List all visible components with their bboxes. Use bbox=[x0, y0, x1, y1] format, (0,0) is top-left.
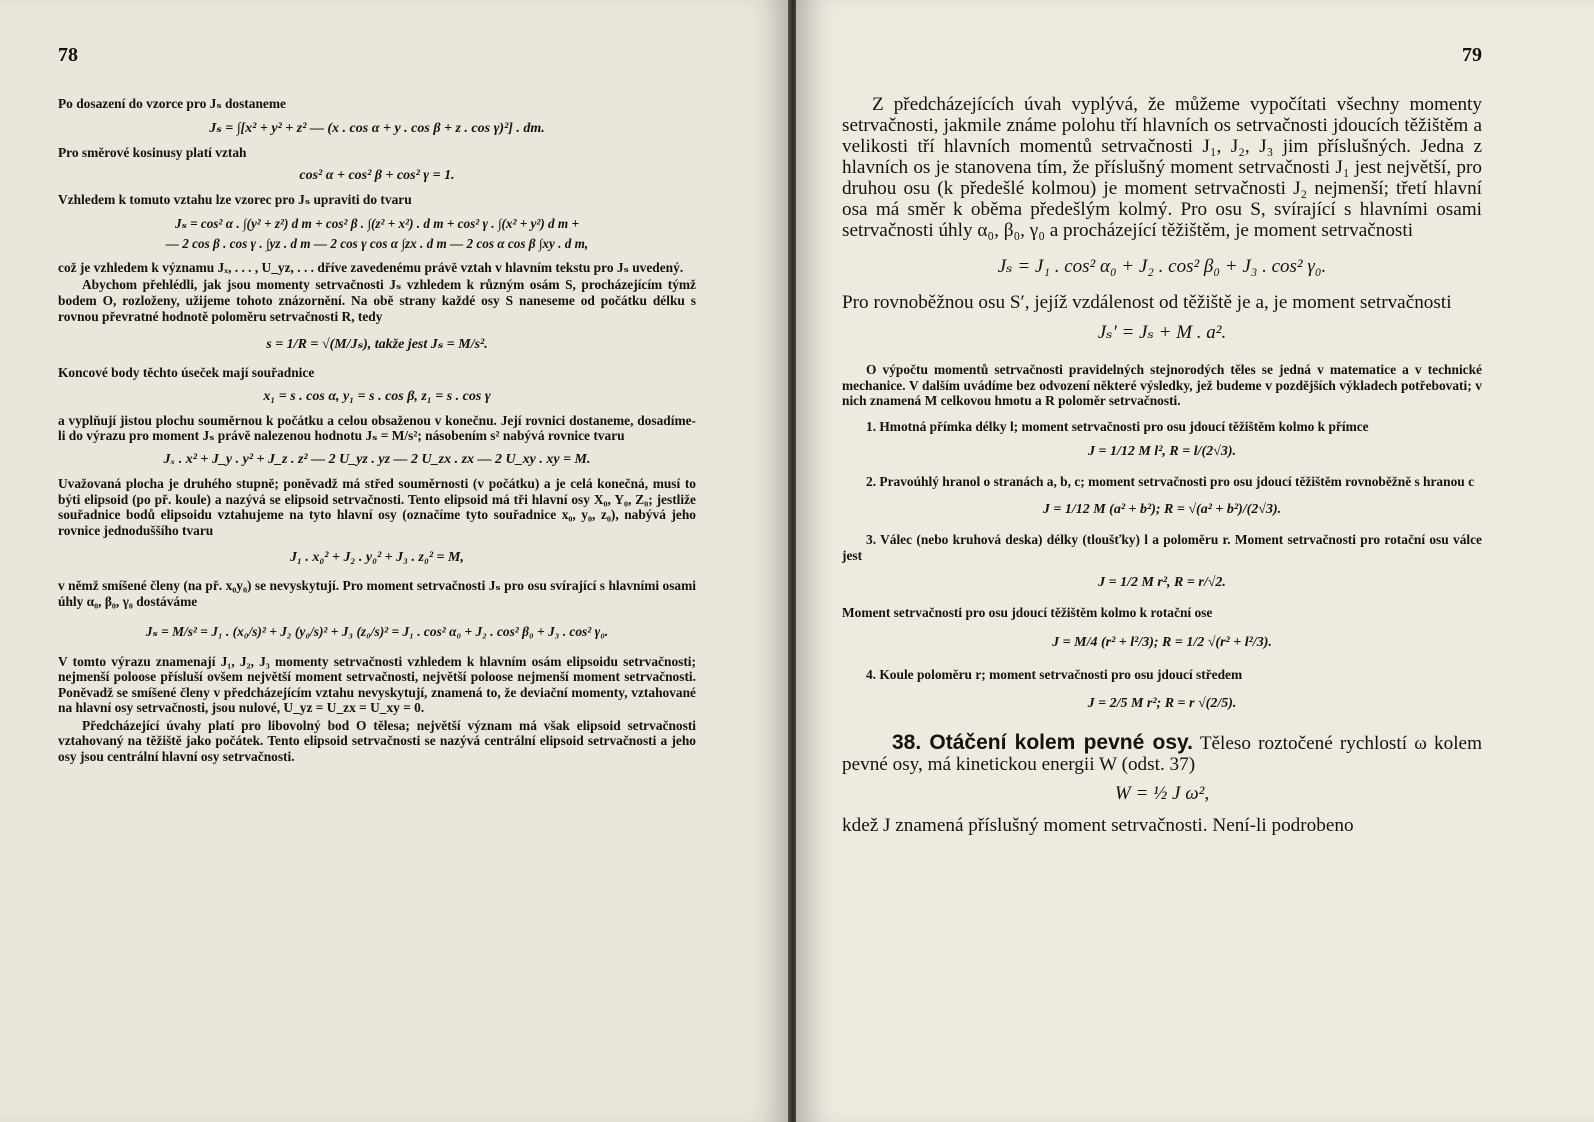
paragraph: V tomto výrazu znamenají J₁, J₂, J₃ momenty setrvačnosti vzhledem k hlavním osám elipsoidu setrvačnosti; nejmenší poloose přísluší ovšem největší moment setrvačnosti, největší poloose nejmenší moment setrvačnosti. Poněvadž se smíšené členy v předcházejícím vztahu nevyskytují, znamená to, že deviační momenty, vztahované na hlavní osy setrvačnosti, jsou nulové, U_yz = U_zx = U_xy = 0. bbox=[58, 653, 696, 716]
formula: J = M/4 (r² + l²/3); R = 1/2 √(r² + l²/3). bbox=[1052, 634, 1272, 650]
formula: W = ½ J ω², bbox=[1114, 783, 1210, 805]
formula: cos² α + cos² β + cos² γ = 1. bbox=[299, 168, 455, 184]
formula: J = 1/12 M (a² + b²); R = √(a² + b²)/(2√3). bbox=[1042, 501, 1282, 517]
paragraph: Pro směrové kosinusy platí vztah bbox=[58, 144, 247, 160]
formula: Jₛ = ∫[x² + y² + z² — (x . cos α + y . cos β + z . cos γ)²] . dm. bbox=[209, 120, 545, 136]
page-number: 78 bbox=[58, 44, 78, 66]
paragraph: 1. Hmotná přímka délky l; moment setrvačnosti pro osu jdoucí těžištěm kolmo k přímce bbox=[866, 418, 1369, 434]
paragraph: Pro rovnoběžnou osu S′, jejíž vzdálenost od těžiště je a, je moment setrvačnosti bbox=[842, 292, 1452, 313]
formula: J = 2/5 M r²; R = r √(2/5). bbox=[1087, 696, 1237, 712]
paragraph-text: Těleso roztočené rychlostí ω kolem pevné osy, má kinetickou energii W (odst. 37) bbox=[842, 733, 1483, 776]
paragraph: 2. Pravoúhlý hranol o stranách a, b, c; moment setrvačnosti pro osu jdoucí těžištěm rovnoběžně s hranou c bbox=[866, 474, 1475, 490]
paragraph: což je vzhledem k významu Jₓ, . . . , U_yz, . . . dříve zavedenému právě vztah v hlavním tekstu pro Jₛ uvedený. bbox=[58, 259, 684, 275]
formula: Jₛ = M/s² = J₁ . (x₀/s)² + J₂ (y₀/s)² + J₃ (z₀/s)² = J₁ . cos² α₀ + J₂ . cos² β₀ + J₃ . cos² γ₀. bbox=[145, 623, 609, 639]
paragraph: O výpočtu momentů setrvačnosti pravidelných stejnorodých těles se jedná v matematice a v technické mechanice. V dalším uvádíme bez odvození některé výsledky, jež budeme v pozdějších výkladech potřebovati; v nich znamená M celkovou hmotu a R poloměr setrvačnosti. bbox=[842, 362, 1482, 409]
paragraph bbox=[842, 732, 1482, 775]
right-text-body-top bbox=[842, 94, 1482, 344]
paragraph: v němž smíšené členy (na př. x₀y₀) se nevyskytují. Pro moment setrvačnosti Jₛ pro osu svírající s hlavními osami úhly α₀, β₀, γ₀ dostáváme bbox=[58, 578, 696, 609]
paragraph: Uvažovaná plocha je druhého stupně; poněvadž má střed souměrnosti (v počátku) a je celá konečná, musí to býti elipsoid (po př. koule) a nazývá se elipsoid setrvačnosti. Tento elipsoid má tři hlavní osy X₀, Y₀, Z₀; jestliže souřadnice bodů elipsoidu vztahujeme na tyto hlavní osy (označíme tyto souřadnice x₀, y₀, z₀), nabývá jeho rovnice jednoduššího tvaru bbox=[58, 475, 696, 538]
left-page bbox=[0, 0, 790, 1122]
paragraph: Moment setrvačnosti pro osu jdoucí těžištěm kolmo k rotační ose bbox=[842, 605, 1213, 621]
paragraph: Z předcházejících úvah vyplývá, že můžeme vypočítati všechny momenty setrvačnosti, jakmile známe polohu tří hlavních os setrvačnosti jdoucích těžištěm a velikosti tří hlavních momentů setrvačnosti J₁, J₂, J₃ jim příslušných. Jedna z hlavních os je stanovena tím, že příslušný moment setrvačnosti J₁ jest největší, pro druhou osu (k předešlé kolmou) je moment setrvačnosti J₂ nejmenší; třetí hlavní osa má směr k oběma předešlým kolmý. Pro osu S, svírající s hlavními osami setrvačnosti úhly α₀, β₀, γ₀ a procházející těžištěm, je moment setrvačnosti bbox=[842, 94, 1482, 241]
paragraph: 4. Koule poloměru r; moment setrvačnosti pro osu jdoucí středem bbox=[866, 666, 1243, 682]
formula: x₁ = s . cos α, y₁ = s . cos β, z₁ = s . cos γ bbox=[263, 388, 491, 404]
paragraph: Koncové body těchto úseček mají souřadnice bbox=[58, 365, 315, 381]
left-text-body bbox=[58, 96, 696, 765]
paragraph: 3. Válec (nebo kruhová deska) délky (tloušťky) l a poloměru r. Moment setrvačnosti pro rotační osu válce jest bbox=[842, 531, 1482, 563]
right-text-body-bottom bbox=[842, 732, 1482, 836]
formula: Jₛ = cos² α . ∫(y² + z²) d m + cos² β . ∫(z² + x²) . d m + cos² γ . ∫(x² + y²) d m + bbox=[175, 215, 579, 231]
formula: Jₛ = J₁ . cos² α₀ + J₂ . cos² β₀ + J₃ . cos² γ₀. bbox=[997, 256, 1327, 277]
formula: Jₓ . x² + J_y . y² + J_z . z² — 2 U_yz . yz — 2 U_zx . zx — 2 U_xy . xy = M. bbox=[163, 451, 591, 467]
formula: J₁ . x₀² + J₂ . y₀² + J₃ . z₀² = M, bbox=[290, 550, 464, 566]
formula: s = 1/R = √(M/Jₛ), takže jest Jₛ = M/s². bbox=[266, 337, 488, 353]
formula: J = 1/12 M l², R = l/(2√3). bbox=[1087, 444, 1236, 460]
right-text-body-small bbox=[842, 362, 1482, 712]
paragraph: Vzhledem k tomuto vztahu lze vzorec pro Jₛ upraviti do tvaru bbox=[58, 192, 412, 208]
paragraph: Po dosazení do vzorce pro Jₛ dostaneme bbox=[58, 96, 286, 111]
section-heading: 38. Otáčení kolem pevné osy. bbox=[892, 731, 1193, 755]
right-page bbox=[796, 0, 1594, 1122]
formula: J = 1/2 M r², R = r/√2. bbox=[1098, 575, 1226, 591]
paragraph: a vyplňují jistou plochu souměrnou k počátku a celou obsaženou v konečnu. Její rovnici dostaneme, dosadíme-li do výrazu pro moment Jₛ právě nalezenou hodnotu Jₛ = M/s²; násobením s² nabývá rovnice tvaru bbox=[58, 412, 696, 444]
formula: Jₛ′ = Jₛ + M . a². bbox=[1097, 322, 1227, 343]
formula: — 2 cos β . cos γ . ∫yz . d m — 2 cos γ cos α ∫zx . d m — 2 cos α cos β ∫xy . d m, bbox=[165, 235, 589, 251]
paragraph: Předcházející úvahy platí pro libovolný bod O tělesa; největší význam má však elipsoid setrvačnosti vztahovaný na těžiště jako počátek. Tento elipsoid setrvačnosti se nazývá centrální elipsoid setrvačnosti a jeho osy jsou centrální hlavní osy setrvačnosti. bbox=[58, 717, 696, 765]
paragraph: kdež J znamená příslušný moment setrvačnosti. Není-li podrobeno bbox=[842, 815, 1354, 837]
page-number: 79 bbox=[1462, 44, 1482, 66]
paragraph: Abychom přehlédli, jak jsou momenty setrvačnosti Jₛ vzhledem k různým osám S, procházejícím týmž bodem O, rozloženy, užijeme tohoto znázornění. Na obě strany každé osy S naneseme od počátku délku s rovnou převratné hodnotě poloměru setrvačnosti R, tedy bbox=[58, 277, 696, 324]
